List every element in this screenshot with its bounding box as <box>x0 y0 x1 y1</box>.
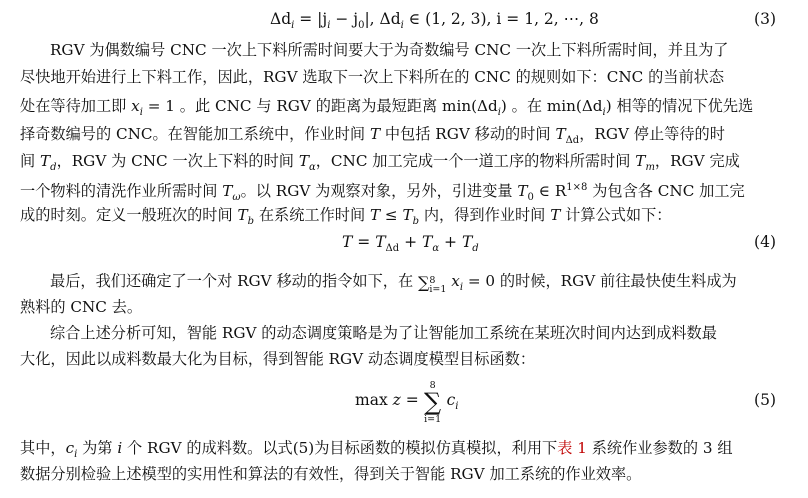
para1-line-3: 处在等待加工即 $x_i = 1$ 。此 CNC 与 RGV 的距离为最短距离 $\min(\Delta d_i)$ 。在 $\min(\Delta d_i)$ 相等的情况下优先选 <box>20 97 754 118</box>
para1-line-7: 成的时刻。定义一般班次的时间 $T_b$ 在系统工作时间 $T \le T_b$ 内，得到作业时间 T 计算公式如下： <box>20 206 672 227</box>
para4-line-2: 数据分别检验上述模型的实用性和算法的有效性，得到关于智能 RGV 加工系统的作业效率。 <box>20 465 642 483</box>
para1-line-1: RGV 为偶数编号 CNC 一次上下料所需时间要大于为奇数编号 CNC 一次上下料所需时间，并且为了 <box>50 41 729 59</box>
para4-line-1: 其中，$c_i$ 为第 i 个 RGV 的成料数。以式(5)为目标函数的模拟仿真模拟，利用下表 1 系统作业参数的 3 组 <box>20 439 733 460</box>
para2-line-1: 最后，我们还确定了一个对 RGV 移动的指令如下，在 ∑8 i=1 $x_i = 0$ 的时候，RGV 前往最快使生料成为 <box>50 272 737 295</box>
equation-4-number: (4) <box>754 233 776 251</box>
para1-line-2: 尽快地开始进行上下料工作，因此，RGV 选取下一次上下料所在的 CNC 的规则如下：CNC 的当前状态 <box>20 68 725 86</box>
para1-line-5: 间 $T_d$，RGV 为 CNC 一次上下料的时间 $T_\alpha$，CNC 加工完成一个一道工序的物料所需时间 $T_m$，RGV 完成 <box>20 152 740 173</box>
para1-line-4: 择奇数编号的 CNC。在智能加工系统中，作业时间 T 中包括 RGV 移动的时间 $T_{\Delta d}$，RGV 停止等待的时 <box>20 125 725 146</box>
sum-limits: 8 i=1 <box>429 275 447 295</box>
para1-line-6: 一个物料的清洗作业所需时间 $T_\omega$。以 RGV 为观察对象，另外，引进变量 $T_0$ ∈ $R^{1\times 8}$ 为包含各 CNC 加工完 <box>20 182 745 203</box>
equation-5-body: max z = 8 ∑ i=1 $c_i$ <box>355 380 459 425</box>
sum-operator: 8 ∑ i=1 <box>424 380 442 425</box>
equation-3-number: (3) <box>754 10 776 28</box>
para2-line-2: 熟料的 CNC 去。 <box>20 298 143 316</box>
equation-3-body: $\Delta d_i = |j_i - j_0|$, $\Delta d_i$ ∈ (1, 2, 3), i = 1, 2, ⋯, 8 <box>270 10 599 31</box>
equation-5-number: (5) <box>754 391 776 409</box>
para3-line-1: 综合上述分析可知，智能 RGV 的动态调度策略是为了让智能加工系统在某班次时间内达到成料数最 <box>50 324 717 342</box>
para3-line-2: 大化，因此以成料数最大化为目标，得到智能 RGV 动态调度模型目标函数： <box>20 350 536 368</box>
sum-symbol: ∑ <box>417 273 430 292</box>
equation-4-body: $T = T_{\Delta d} + T_\alpha + T_d$ <box>342 233 479 254</box>
table-1-link[interactable]: 表 1 <box>557 439 587 457</box>
